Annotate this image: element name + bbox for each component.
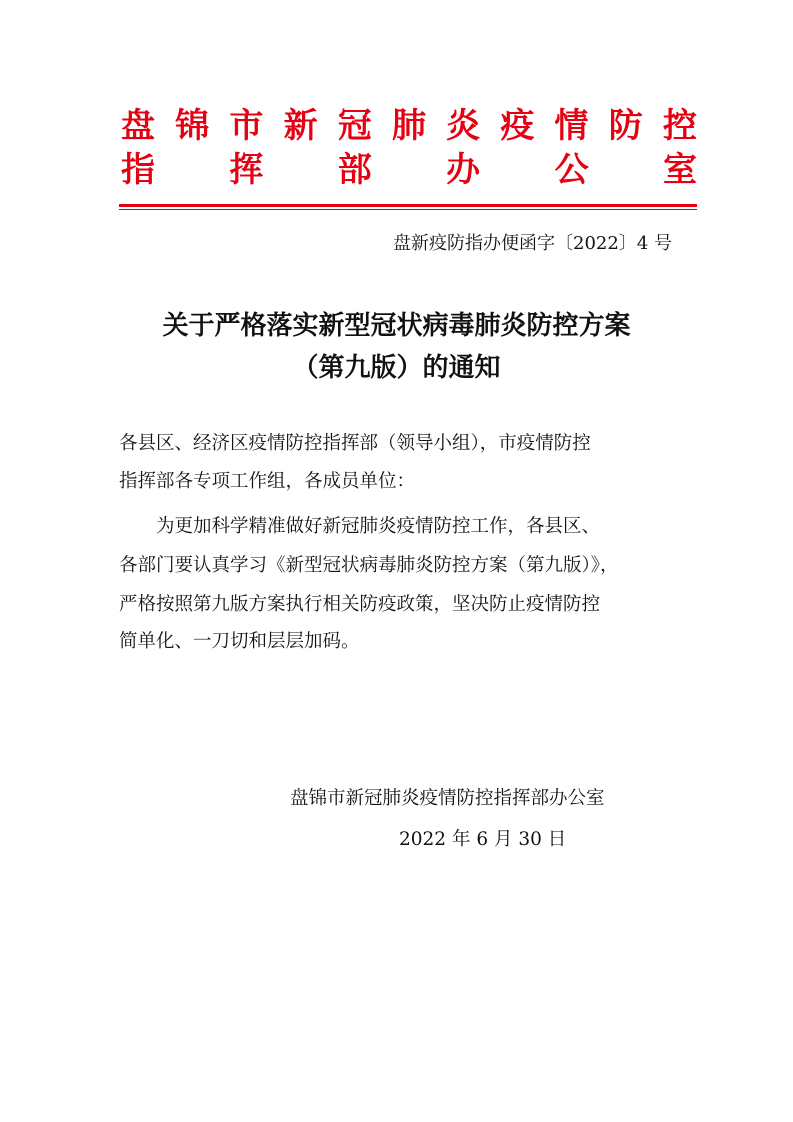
letterhead-divider-thin (119, 209, 697, 210)
letterhead-char: 室 (662, 150, 697, 190)
letterhead-char: 挥 (229, 150, 264, 190)
letterhead-char: 公 (554, 150, 589, 190)
letterhead-char: 盘 (121, 106, 155, 146)
document-number: 盘新疫防指办便函字〔2022〕4 号 (393, 233, 672, 254)
signature-date: 2022 年 6 月 30 日 (399, 829, 567, 850)
letterhead-line-1 (121, 108, 697, 144)
letterhead-char: 市 (229, 106, 264, 146)
document-title-line-1: 关于严格落实新型冠状病毒肺炎防控方案 (162, 311, 631, 341)
body-paragraph-line-1: 为更加科学精准做好新冠肺炎疫情防控工作，各县区、 (156, 516, 601, 537)
body-paragraph-line-2: 各部门要认真学习《新型冠状病毒肺炎防控方案（第九版）》， (119, 555, 619, 576)
letterhead-char: 疫 (500, 106, 535, 146)
letterhead-char: 指 (121, 150, 155, 190)
letterhead-char: 锦 (175, 106, 210, 146)
letterhead-char: 炎 (446, 106, 481, 146)
letterhead-char: 控 (662, 106, 697, 146)
letterhead-char: 新 (283, 106, 318, 146)
salutation-line-1: 各县区、经济区疫情防控指挥部（领导小组），市疫情防控 (119, 433, 591, 454)
salutation-line-2: 指挥部各专项工作组，各成员单位： (119, 471, 416, 492)
letterhead-char: 肺 (391, 106, 426, 146)
letterhead-divider-thick (119, 204, 697, 207)
document-title-line-2: （第九版）的通知 (292, 353, 501, 383)
signature-organization: 盘锦市新冠肺炎疫情防控指挥部办公室 (290, 788, 605, 809)
letterhead-char: 部 (337, 150, 372, 190)
letterhead-char: 办 (446, 150, 481, 190)
letterhead-line-2 (121, 152, 697, 188)
letterhead-char: 情 (554, 106, 589, 146)
letterhead-char: 冠 (337, 106, 372, 146)
body-paragraph-line-4: 简单化、一刀切和层层加码。 (119, 631, 360, 652)
letterhead-char: 防 (608, 106, 643, 146)
body-paragraph-line-3: 严格按照第九版方案执行相关防疫政策，坚决防止疫情防控 (119, 594, 601, 615)
